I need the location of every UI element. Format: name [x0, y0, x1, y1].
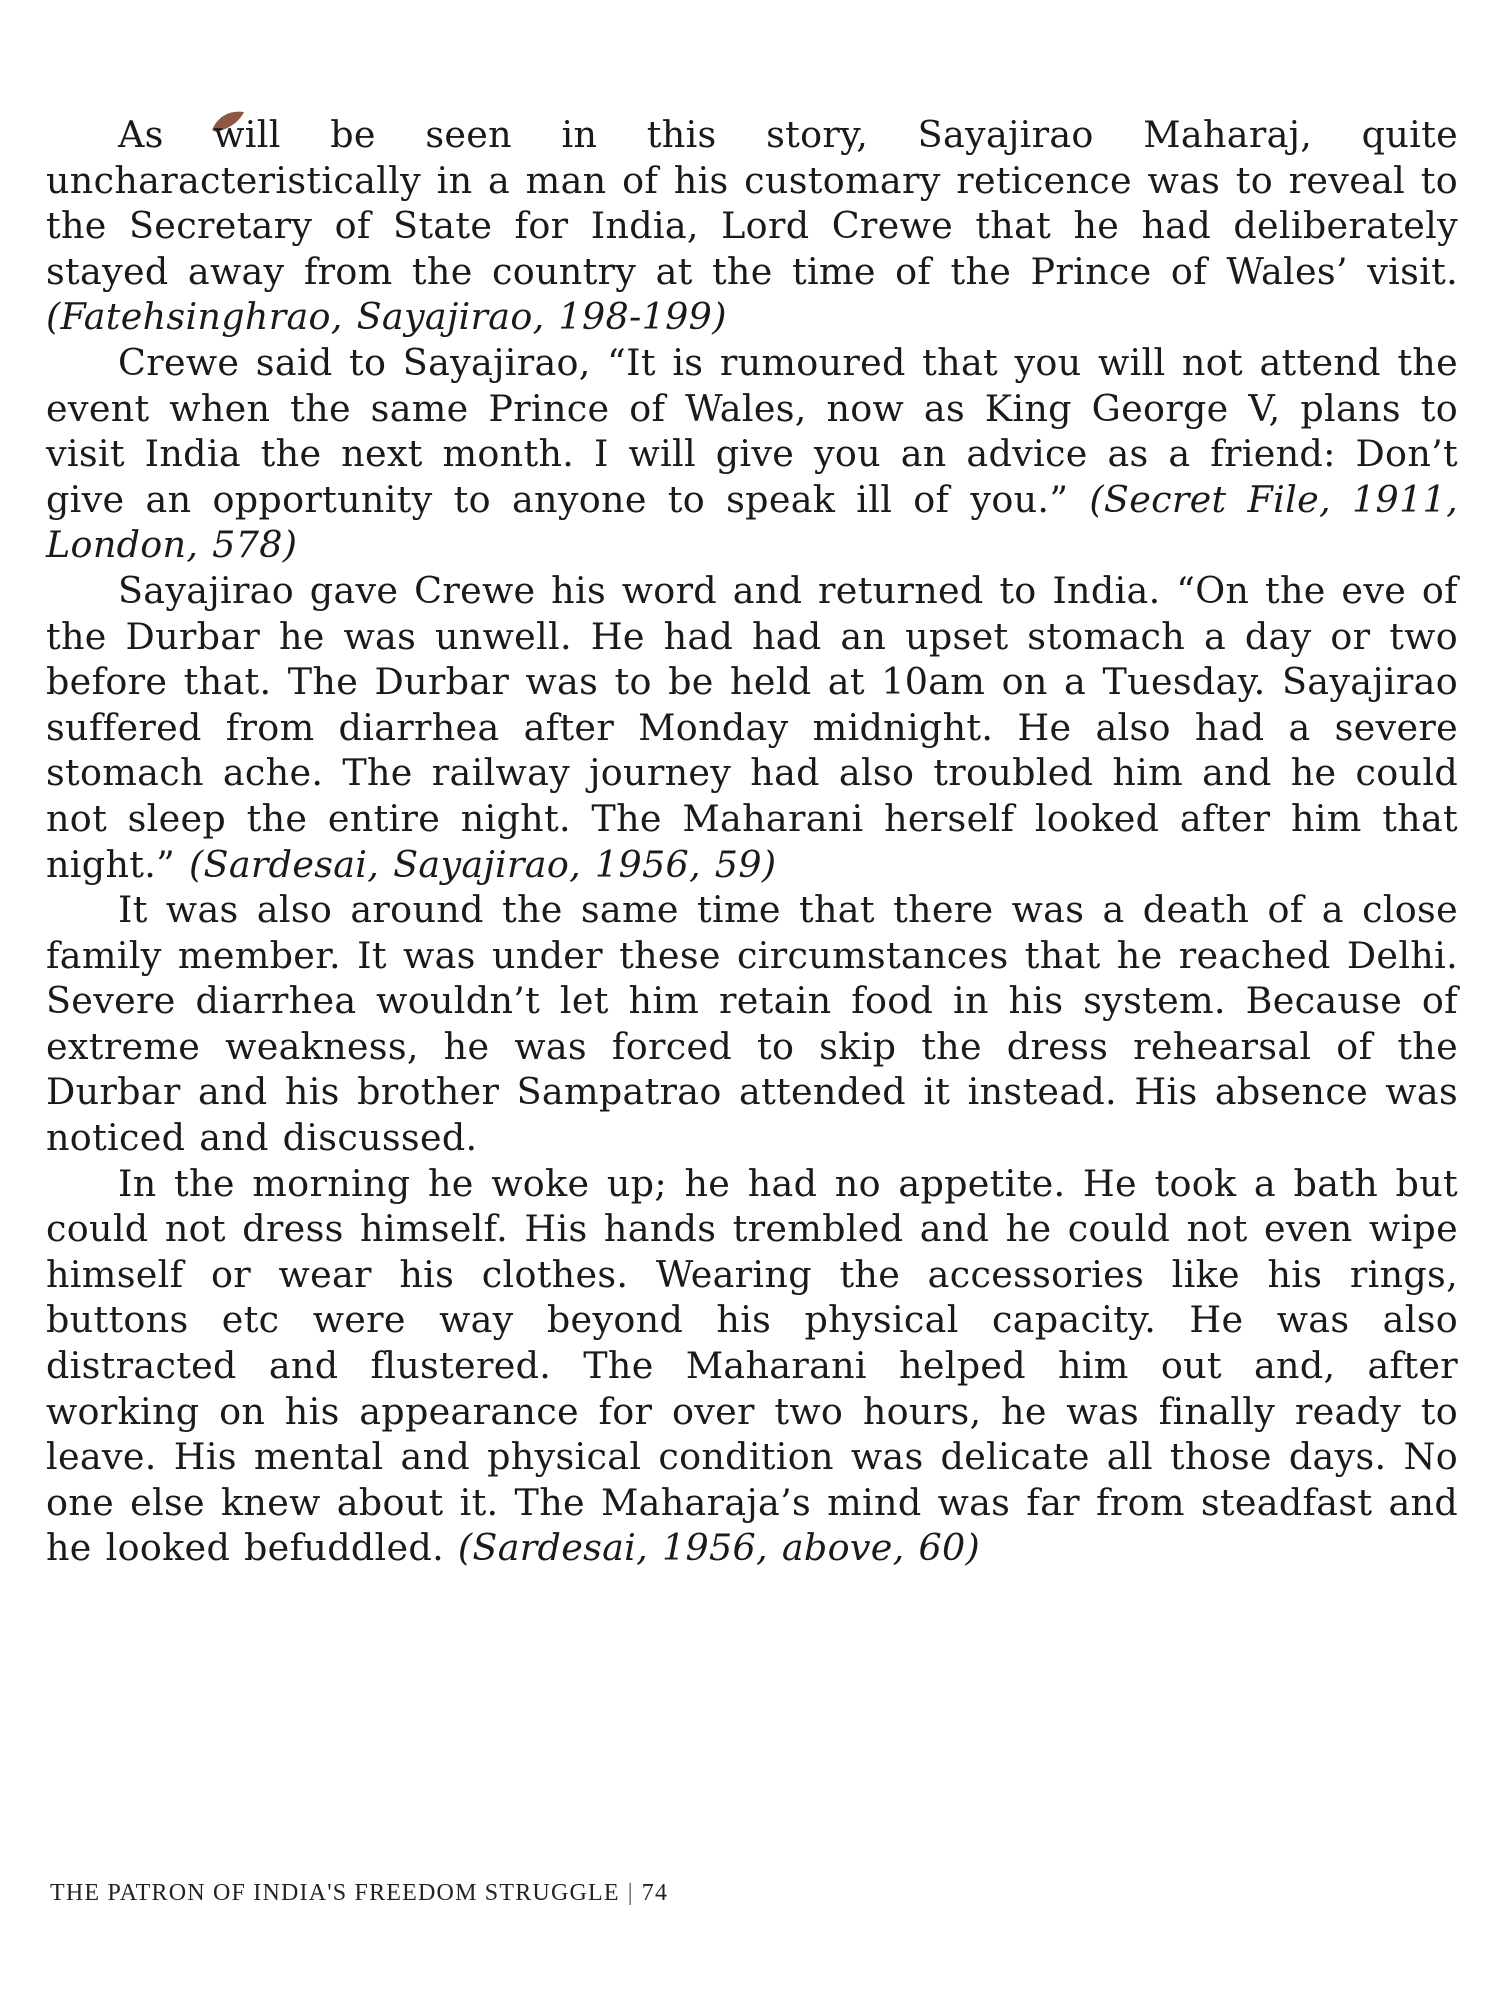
paragraph-2 [46, 340, 1458, 568]
paragraph-text: It was also around the same time that there was a death of a close family member. It was under these circumstances that he reached Delhi. Severe diarrhea wouldn’t let him retain food in his system. Because of extreme weakness, he was forced to skip the dress rehearsal of the Durbar and his brother Sampatrao attended it instead. His absence was noticed and discussed. [46, 888, 1458, 1160]
citation: (Sardesai, Sayajirao, 1956, 59) [189, 842, 777, 886]
page-number: 74 [641, 1880, 669, 1906]
book-title: THE PATRON OF INDIA'S FREEDOM STRUGGLE [50, 1880, 620, 1906]
running-footer [50, 1880, 668, 1907]
paragraph-text: Sayajirao gave Crewe his word and returned to India. “On the eve of the Durbar he was unwell. He had had an upset stomach a day or two before that. The Durbar was to be held at 10am on a Tuesday. Sayajirao suffered from diarrhea after Monday midnight. He also had a severe stomach ache. The railway journey had also troubled him and he could not sleep the entire night. The Maharani herself looked after him that night.” [46, 568, 1458, 886]
citation: (Secret File, 1911, London, 578) [46, 477, 1458, 567]
paragraph-text: As will be seen in this story, Sayajirao Maharaj, quite uncharacteristically in a man of his customary reticence was to reveal to the Secretary of State for India, Lord Crewe that he had deliberately stayed away from the country at the time of the Prince of Wales’ visit. [46, 113, 1458, 293]
page-body [46, 112, 1458, 1571]
paragraph-4 [46, 887, 1458, 1161]
paragraph-3 [46, 568, 1458, 887]
footer-separator: | [627, 1880, 634, 1906]
paragraph-1 [46, 112, 1458, 340]
citation: (Fatehsinghrao, Sayajirao, 198-199) [46, 295, 727, 339]
paragraph-5 [46, 1161, 1458, 1571]
paragraph-text: In the morning he woke up; he had no appetite. He took a bath but could not dress himself. His hands trembled and he could not even wipe himself or wear his clothes. Wearing the accessories like his rings, buttons etc were way beyond his physical capacity. He was also distracted and flustered. The Maharani helped him out and, after working on his appearance for over two hours, he was finally ready to leave. His mental and physical condition was delicate all those days. No one else knew about it. The Maharaja’s mind was far from steadfast and he looked befuddled. [46, 1161, 1458, 1570]
paragraph-text: Crewe said to Sayajirao, “It is rumoured that you will not attend the event when the same Prince of Wales, now as King George V, plans to visit India the next month. I will give you an advice as a friend: Don’t give an opportunity to anyone to speak ill of you.” [46, 340, 1458, 521]
citation: (Sardesai, 1956, above, 60) [457, 1526, 981, 1570]
